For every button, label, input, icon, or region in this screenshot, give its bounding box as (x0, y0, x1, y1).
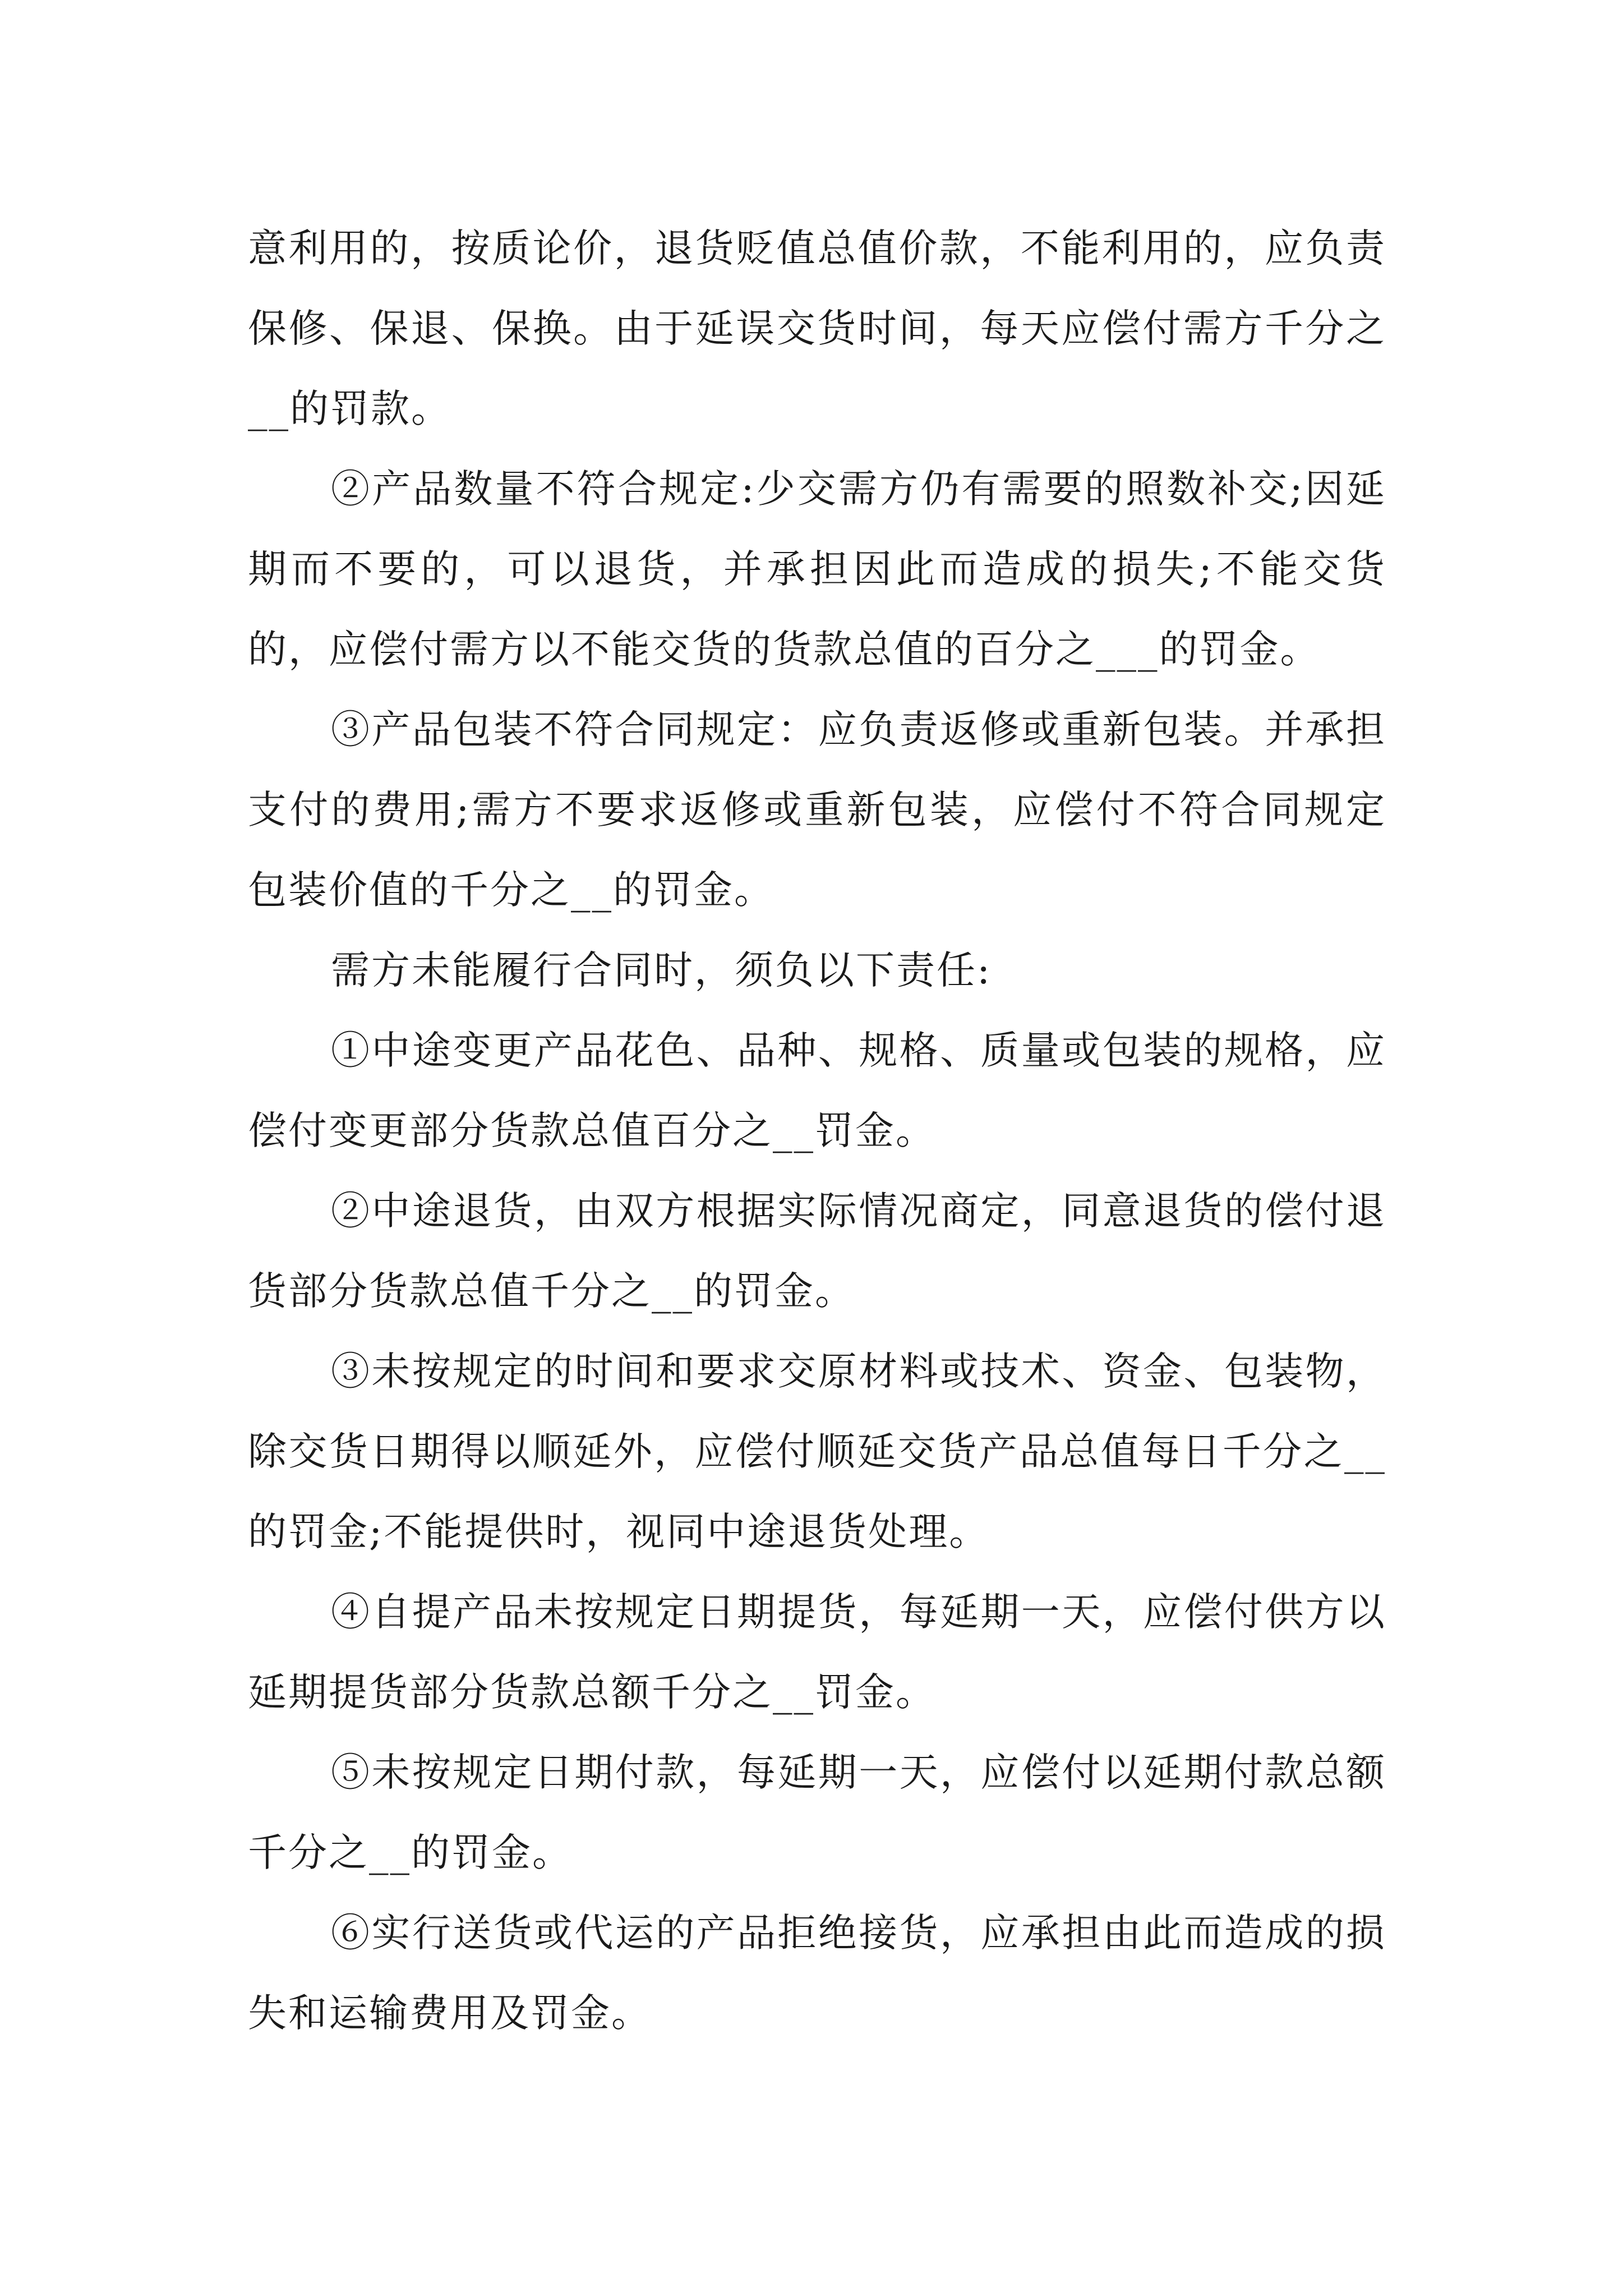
paragraph-penalty-continuation: 意利用的，按质论价，退货贬值总值价款，不能利用的，应负责保修、保退、保换。由于延误交货时间，每天应偿付需方千分之__的罚款。 (248, 226, 1386, 431)
paragraph-quantity-breach: ②产品数量不符合规定:少交需方仍有需要的照数补交;因延期而不要的，可以退货，并承担因此而造成的损失;不能交货的，应偿付需方以不能交货的货款总值的百分之___的罚金。 (248, 467, 1386, 672)
paragraph-buyer-refuse-delivery: ⑥实行送货或代运的产品拒绝接货，应承担由此而造成的损失和运输费用及罚金。 (248, 1911, 1386, 2036)
paragraph-buyer-change-spec: ①中途变更产品花色、品种、规格、质量或包装的规格，应偿付变更部分货款总值百分之__罚金。 (248, 1028, 1386, 1153)
paragraph-packaging-breach: ③产品包装不符合同规定：应负责返修或重新包装。并承担支付的费用;需方不要求返修或重新包装，应偿付不符合同规定包装价值的千分之__的罚金。 (248, 707, 1386, 913)
paragraph-buyer-liability-heading: 需方未能履行合同时，须负以下责任: (331, 948, 992, 993)
paragraph-buyer-return-goods: ②中途退货，由双方根据实际情况商定，同意退货的偿付退货部分货款总值千分之__的罚金。 (248, 1189, 1386, 1314)
paragraph-buyer-materials-late: ③未按规定的时间和要求交原材料或技术、资金、包装物，除交货日期得以顺延外，应偿付顺延交货产品总值每日千分之__的罚金;不能提供时，视同中途退货处理。 (248, 1349, 1386, 1554)
paragraph-buyer-payment-late: ⑤未按规定日期付款，每延期一天，应偿付以延期付款总额千分之__的罚金。 (248, 1750, 1386, 1875)
paragraph-buyer-pickup-late: ④自提产品未按规定日期提货，每延期一天，应偿付供方以延期提货部分货款总额千分之__罚金。 (248, 1590, 1386, 1715)
document-body (248, 209, 1386, 2054)
